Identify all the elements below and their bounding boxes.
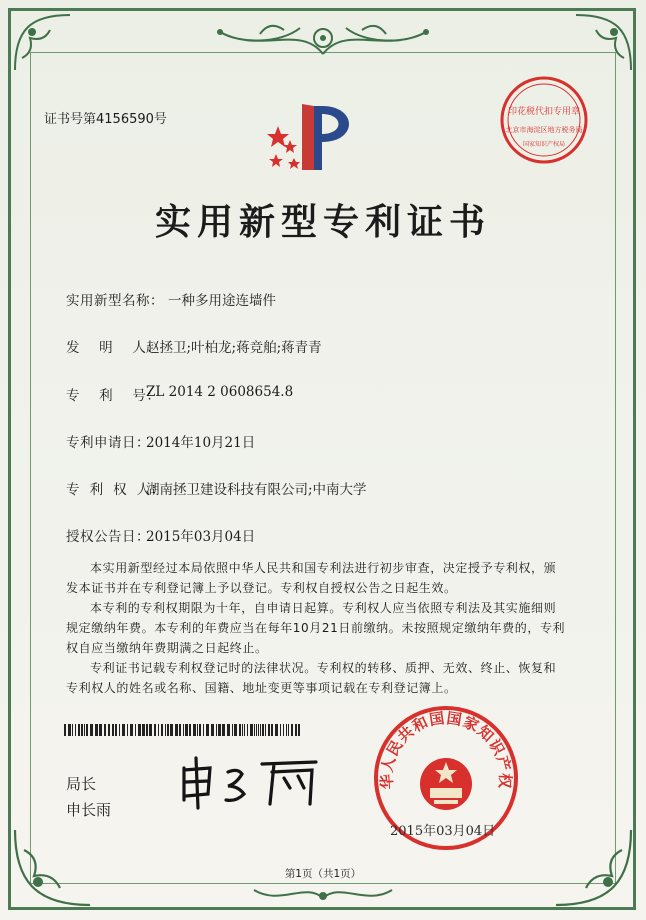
corner-ornament-bottom-right: [546, 820, 636, 910]
corner-ornament-top-left: [10, 10, 80, 80]
tax-stamp-line3: 国家知识产权局: [522, 141, 566, 148]
corner-ornament-bottom-left: [10, 820, 100, 910]
field-value-patentee: 湖南拯卫建设科技有限公司;中南大学: [146, 482, 367, 498]
field-label-patent-number: 专 利 号：: [66, 388, 161, 404]
field-value-inventors: 赵拯卫;叶柏龙;蒋竞舶;蒋青青: [146, 340, 322, 356]
field-label-announcement-date: 授权公告日：: [66, 529, 150, 545]
signatory-name: 申长雨: [66, 801, 112, 819]
body-paragraph-3: 专利证书记载专利权登记时的法律状况。专利权的转移、质押、无效、终止、恢复和专利权人的姓名或名称、国籍、地址变更等事项记载在专利登记簿上。: [66, 661, 557, 695]
field-value-filing-date: 2014年10月21日: [146, 435, 256, 451]
seal-date: 2015年03月04日: [390, 824, 496, 839]
certificate-number: 证书号第4156590号: [44, 112, 167, 127]
signatory-role: 局长: [66, 775, 97, 793]
field-value-name: 一种多用途连墙件: [168, 293, 276, 309]
seal-text: 华人民共和国国家知识产权: [377, 708, 515, 790]
body-text: [66, 558, 566, 698]
field-label-patentee: 专 利 权 人：: [66, 482, 165, 498]
body-paragraph-1: 本实用新型经过本局依照中华人民共和国专利法进行初步审查，决定授予专利权，颁发本证书并在专利登记簿上予以登记。专利权自授权公告之日起生效。: [66, 561, 557, 595]
tax-stamp-line2: 北京市海淀区地方税务局: [505, 126, 583, 134]
field-label-filing-date: 专利申请日：: [66, 435, 150, 451]
field-value-patent-number: ZL 2014 2 0608654.8: [146, 384, 294, 400]
barcode: [64, 724, 302, 736]
tax-stamp-line1: 印花税代扣专用章: [507, 107, 581, 117]
patent-office-logo: [262, 98, 362, 188]
certificate-title: 实用新型专利证书: [154, 202, 491, 243]
body-paragraph-2: 本专利的专利权期限为十年，自申请日起算。专利权人应当依照专利法及其实施细则规定缴纳年费。本专利的年费应当在每年10月21日前缴纳。未按照规定缴纳年费的，专利权自应当缴纳年费期满之日起终止。: [66, 601, 566, 655]
field-label-name: 实用新型名称：: [66, 293, 164, 309]
field-value-announcement-date: 2015年03月04日: [146, 529, 256, 545]
top-ornament: [200, 14, 446, 64]
field-label-inventors: 发 明 人：: [66, 340, 161, 356]
tax-stamp: [498, 74, 590, 166]
handwritten-signature: [176, 754, 326, 810]
page-indicator: 第1页（共1页）: [284, 868, 362, 880]
bottom-ornament: [250, 880, 396, 910]
corner-ornament-top-right: [566, 10, 636, 80]
